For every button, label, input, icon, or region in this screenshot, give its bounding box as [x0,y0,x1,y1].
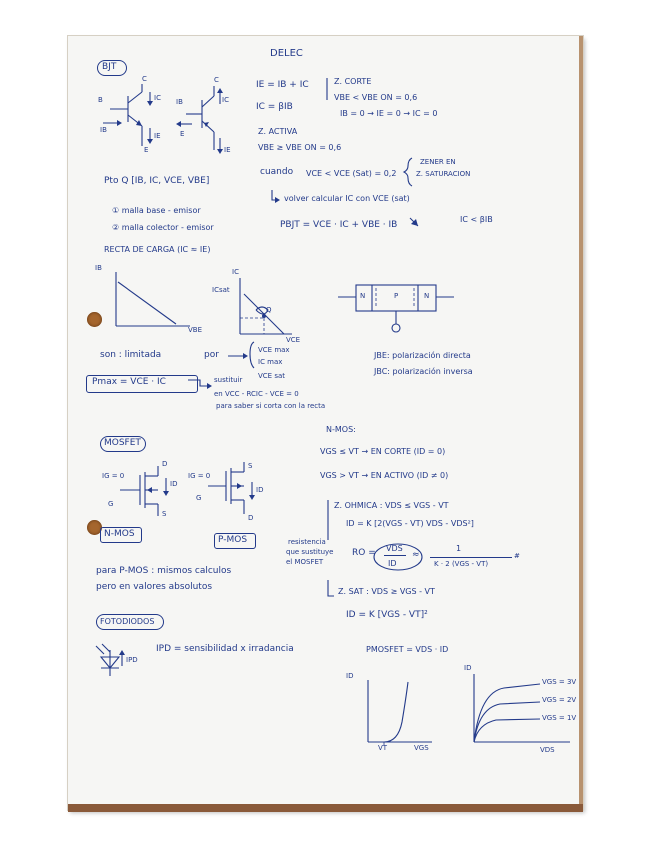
ro-mark: # [514,552,520,560]
label-b: B [98,96,103,104]
nmos-activo: VGS > VT → EN ACTIVO (ID ≠ 0) [320,471,449,480]
npn-transistor-icon [103,84,153,146]
label-c: C [142,75,147,83]
eq-ie: IE = IB + IC [256,80,309,90]
curve-label-3v: VGS = 3V [542,678,577,686]
graph4-x-label: VDS [540,746,555,754]
ro-denominator-2: K · 2 (VGS - VT) [434,560,489,568]
resistencia-note-3: el MOSFET [286,558,324,566]
sustituir: sustituir [214,376,243,384]
cuando: cuando [260,167,294,177]
volver-calcular: volver calcular IC con VCE (sat) [284,194,410,203]
malla-2: ② malla colector - emisor [112,223,214,232]
vce-cond: VCE < VCE (Sat) = 0,2 [306,169,397,178]
pmos-d: D [248,514,254,522]
fraction-line [384,555,406,556]
label-ic-pnp: IC [222,96,229,104]
pmax: Pmax = VCE · IC [92,377,166,387]
ipd-label: IPD [126,656,138,664]
label-ib: IB [100,126,107,134]
id-vgs-graph [368,680,432,746]
p-mosfet: PMOSFET = VDS · ID [366,645,449,654]
graph3-x-label: VGS [414,744,429,752]
label-ie: IE [154,132,161,140]
jbc-inversa: JBC: polarización inversa [374,367,473,376]
label-c-pnp: C [214,76,219,84]
p-bjt: PBJT = VCE · IC + VBE · IB [280,220,398,230]
ro-numerator-2: 1 [456,544,462,553]
resistencia-note-2: que sustituye [286,548,334,556]
jbe-directa: JBE: polarización directa [374,351,471,360]
graph2-y-label: IC [232,268,239,276]
limit-vce-max: VCE max [258,346,290,354]
photodiode-icon [96,644,125,676]
pmos-id: ID [256,486,264,494]
limit-ic-max: IC max [258,358,283,366]
approx-sign: ≈ [412,550,420,560]
z-sat: Z. SAT : VDS ≥ VGS - VT [338,587,435,596]
ipd-equation: IPD = sensibilidad x irradancia [156,644,294,654]
id-ohmica: ID = K [2(VGS - VT) VDS - VDS²] [346,519,474,528]
limit-vce-sat: VCE sat [258,372,286,380]
por: por [204,350,219,360]
section-title-bjt: BJT [102,62,117,72]
ro-label: RO = [352,548,376,558]
pmos-ig: IG = 0 [188,472,211,480]
nmos-s: S [162,510,167,518]
label-ic: IC [154,94,161,102]
pmos-s: S [248,462,253,470]
nmos-transistor-icon [120,466,169,516]
id-sat: ID = K [VGS - VT]² [346,610,428,620]
pmos-g: G [196,494,202,502]
page-title: DELEC [270,48,303,59]
nmos-d: D [162,460,168,468]
label-e: E [144,146,149,154]
fraction-line [430,557,512,558]
ic-beta-ib: IC < βIB [460,215,493,224]
graph3-y-label: ID [346,672,354,680]
graph4-y-label: ID [464,664,472,672]
graph1-x-label: VBE [188,326,203,334]
eq-ic: IC = βIB [256,102,293,112]
label-nmos: N-MOS [104,529,135,539]
malla-1: ① malla base - emisor [112,206,201,215]
en-vcc: en VCC - RCIC - VCE = 0 [214,390,299,398]
recta-de-carga: RECTA DE CARGA (IC ≈ IE) [104,245,211,254]
nmos-id: ID [170,480,178,488]
zener-en: ZENER EN [420,158,456,166]
vbe-activa: VBE ≥ VBE ON = 0,6 [258,143,342,152]
junction-n2: N [424,292,430,300]
ib-vbe-graph [116,272,190,326]
curve-label-1v: VGS = 1V [542,714,577,722]
z-saturacion: Z. SATURACION [416,170,471,178]
para-saber: para saber si corta con la recta [216,402,326,410]
z-corte: Z. CORTE [334,77,372,86]
section-title-fotodiodos: FOTODIODOS [100,617,155,626]
ro-denominator: ID [388,559,397,568]
curve-label-2v: VGS = 2V [542,696,577,704]
label-ie-pnp: IE [224,146,231,154]
z-activa: Z. ACTIVA [258,127,298,136]
nmos-ig: IG = 0 [102,472,125,480]
junction-n1: N [360,292,366,300]
vbe-cond: VBE < VBE ON = 0,6 [334,93,418,102]
graph2-ysat-label: ICsat [212,286,230,294]
resistencia-note-1: resistencia [288,538,326,546]
pnp-transistor-icon [176,86,223,154]
nmos-corte: VGS ≤ VT → EN CORTE (ID = 0) [320,447,446,456]
label-e-pnp: E [180,130,185,138]
section-title-mosfet: MOSFET [104,438,141,448]
graph2-x-label: VCE [286,336,301,344]
nmos-title: N-MOS: [326,425,356,434]
ib-chain: IB = 0 → IE = 0 → IC = 0 [340,109,438,118]
pmos-note-2: pero en valores absolutos [96,582,213,592]
label-ib-pnp: IB [176,98,183,106]
graph1-y-label: IB [95,264,102,272]
graph2-q-label: Q [266,306,272,314]
graph3-vt-label: VT [378,744,388,752]
son-limitada: son : limitada [100,350,162,360]
junction-p: P [394,292,399,300]
nmos-g: G [108,500,114,508]
z-ohmica: Z. OHMICA : VDS ≤ VGS - VT [334,501,449,510]
pmos-note-1: para P-MOS : mismos calculos [96,566,232,576]
label-pmos: P-MOS [218,535,248,545]
ro-numerator: VDS [386,544,403,553]
pto-q: Pto Q [IB, IC, VCE, VBE] [104,176,210,186]
